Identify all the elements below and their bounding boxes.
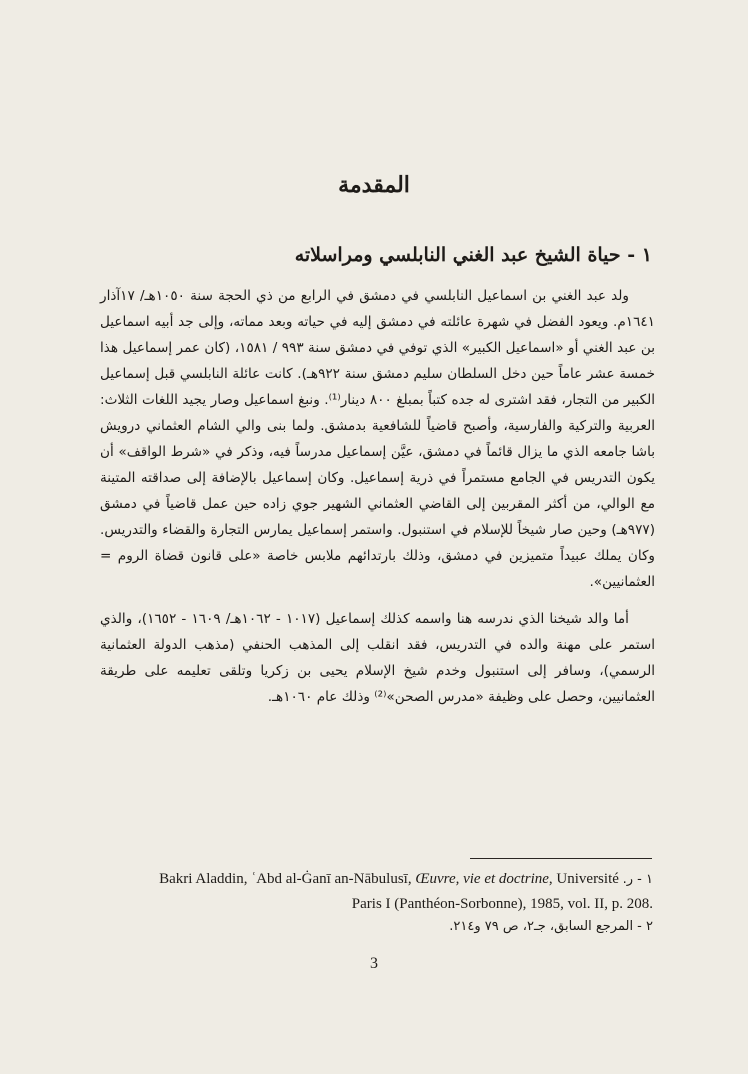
- body-text: [100, 283, 655, 710]
- footnote-1-title: Œuvre, vie et doctrine: [415, 871, 549, 887]
- paragraph: ولد عبد الغني بن اسماعيل النابلسي في دمشق في الرابع من ذي الحجة سنة ١٠٥٠هـ/ ١٧آذار ١٦٤١م. ويعود الفضل في شهرة عائلته في دمشق إليه في حياته وبعد مماته، وإلى جد أبيه اسماعيل بن عبد الغني أو «اسماعيل الكبير» الذي توفي في دمشق سنة ٩٩٣ / ١٥٨١، (كان عمر إسماعيل هذا خمسة عشر عاماً حين دخل السلطان سليم دمشق سنة ٩٢٢هـ). كانت عائلة النابلسي قبل إسماعيل الكبير من التجار، فقد اشترى له جده كتباً بمبلغ ٨٠٠ دينار⁽¹⁾. ونبغ اسماعيل وصار يجيد اللغات الثلاث: العربية والتركية والفارسية، وأصبح قاضياً للشافعية بدمشق. ولما بنى والي الشام العثماني درويش باشا جامعه الذي ما يزال قائماً في دمشق، عيَّن إسماعيل مدرساً فيه، وذكر في «شرط الواقف» أن يكون التدريس في الجامع مستمراً في ذرية إسماعيل. وكان إسماعيل بالإضافة إلى صداقته المتينة مع الوالي، من أكثر المقربين إلى القاضي العثماني الشهير جوي زاده حين عمل قاضياً في دمشق (٩٧٧هـ) وحين صار شيخاً للإسلام في استنبول. واستمر إسماعيل يمارس التجارة والقضاء والتدريس. وكان يملك عبيداً متميزين في دمشق، وذلك بارتدائهم ملابس خاصة «على قانون قضاة الروم = العثمانيين».: [100, 288, 655, 590]
- footnote-1: [120, 867, 653, 917]
- footnote-1-line2: Paris I (Panthéon-Sorbonne), 1985, vol. II, p. 208.: [351, 896, 653, 912]
- footnote-1-author: Bakri Aladdin, ʿAbd al-Ġanī an-Nābulusī,: [159, 871, 416, 887]
- footnote-2: ٢ - المرجع السابق، جـ٢، ص ٧٩ و٢١٤.: [449, 919, 653, 934]
- footnote-1-rest: , Université: [548, 871, 619, 887]
- section-heading: ١ - حياة الشيخ عبد الغني النابلسي ومراسلاته: [294, 244, 652, 266]
- page-number: 3: [370, 955, 378, 972]
- footnote-1-number: ١ - ر.: [622, 872, 653, 887]
- footnote-divider: [470, 858, 652, 859]
- page-title: المقدمة: [338, 172, 410, 198]
- paragraph: أما والد شيخنا الذي ندرسه هنا واسمه كذلك إسماعيل (١٠١٧ - ١٠٦٢هـ/ ١٦٠٩ - ١٦٥٢)، والذي استمر على مهنة والده في التدريس، فقد انقلب إلى المذهب الحنفي (مذهب الدولة العثمانية الرسمي)، وسافر إلى استنبول وخدم شيخ الإسلام يحيى بن زكريا وتلقى تعليمه على طريقة العثمانيين، وحصل على وظيفة «مدرس الصحن»⁽²⁾ وذلك عام ١٠٦٠هـ.: [100, 611, 655, 705]
